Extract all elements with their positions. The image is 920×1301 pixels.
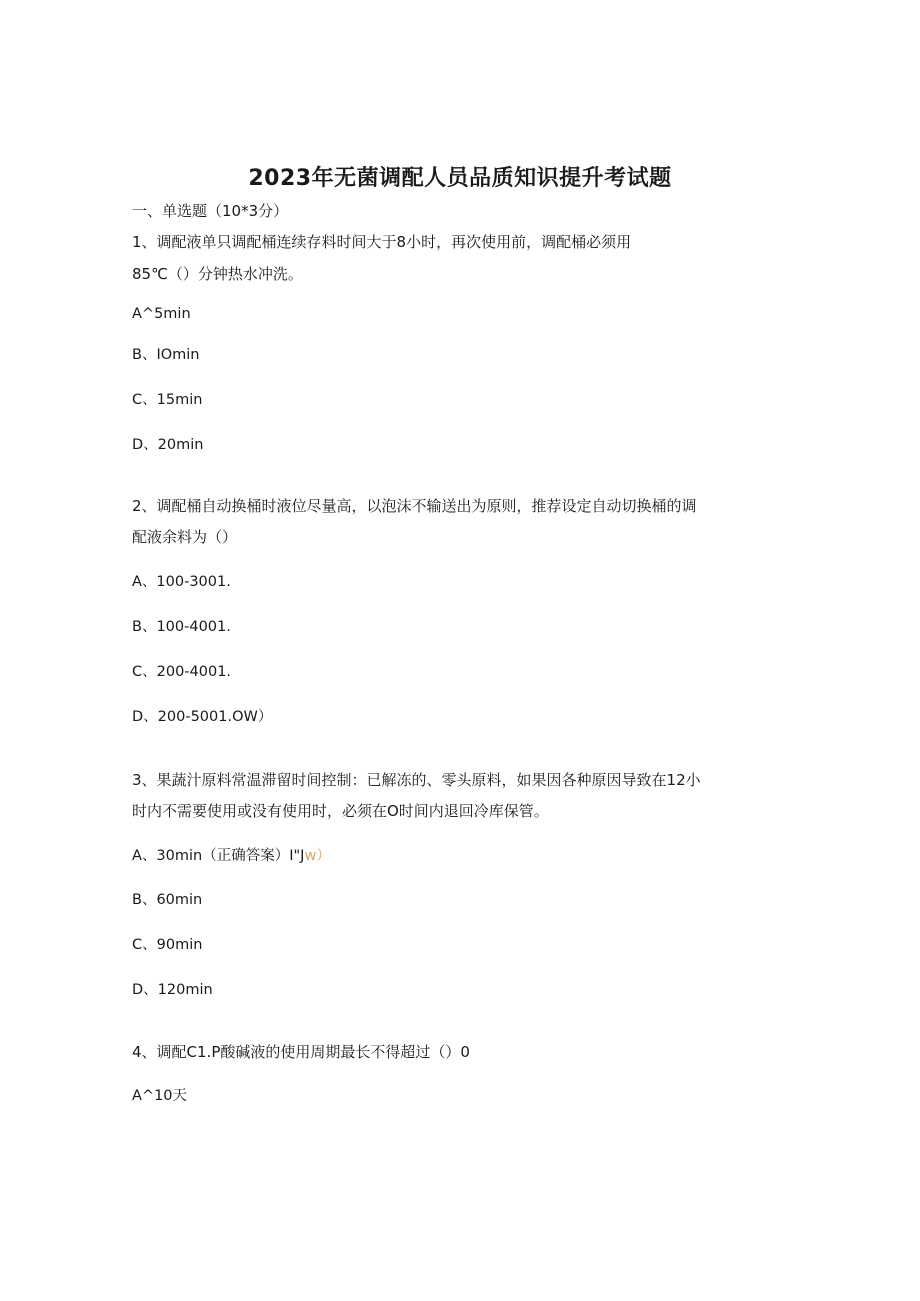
q1-stem-line-1: 1、调配液单只调配桶连续存料时间大于8小时，再次使用前，调配桶必须用 bbox=[132, 233, 632, 251]
q1-option-d: D、20min bbox=[132, 437, 204, 453]
section-heading: 一、单选题（10*3分） bbox=[132, 202, 289, 220]
q1-stem-line-2: 85℃（）分钟热水冲洗。 bbox=[132, 265, 303, 283]
q3-stem-line-1: 3、果蔬汁原料常温滞留时间控制：已解冻的、零头原料，如果因各种原因导致在12小 bbox=[132, 771, 701, 789]
q4-option-a: A^10天 bbox=[132, 1088, 188, 1104]
q2-option-c: C、200-4001. bbox=[132, 664, 232, 680]
q3-stem-line-2: 时内不需要使用或没有使用时，必须在O时间内退回冷库保管。 bbox=[132, 802, 549, 820]
q1-option-b: B、IOmin bbox=[132, 347, 200, 363]
q2-stem-line-1: 2、调配桶自动换桶时液位尽量高，以泡沫不输送出为原则，推荐设定自动切换桶的调 bbox=[132, 497, 697, 515]
q3-option-b: B、60min bbox=[132, 892, 203, 908]
q3-option-a-mark: w） bbox=[304, 848, 331, 864]
q2-option-d: D、200-5001.OW） bbox=[132, 709, 273, 725]
page-title: 2023年无菌调配人员品质知识提升考试题 bbox=[248, 166, 672, 191]
q3-option-d: D、120min bbox=[132, 982, 213, 998]
q1-option-a: A^5min bbox=[132, 306, 191, 322]
q4-stem-line-1: 4、调配C1.P酸碱液的使用周期最长不得超过（）0 bbox=[132, 1043, 470, 1061]
q2-stem-line-2: 配液余料为（） bbox=[132, 528, 238, 546]
q3-option-a bbox=[132, 846, 331, 866]
q3-option-c: C、90min bbox=[132, 937, 203, 953]
q2-option-b: B、100-4001. bbox=[132, 619, 231, 635]
q2-option-a: A、100-3001. bbox=[132, 574, 231, 590]
q3-option-a-text: A、30min（正确答案）I"J bbox=[132, 848, 305, 864]
q1-option-c: C、15min bbox=[132, 392, 203, 408]
